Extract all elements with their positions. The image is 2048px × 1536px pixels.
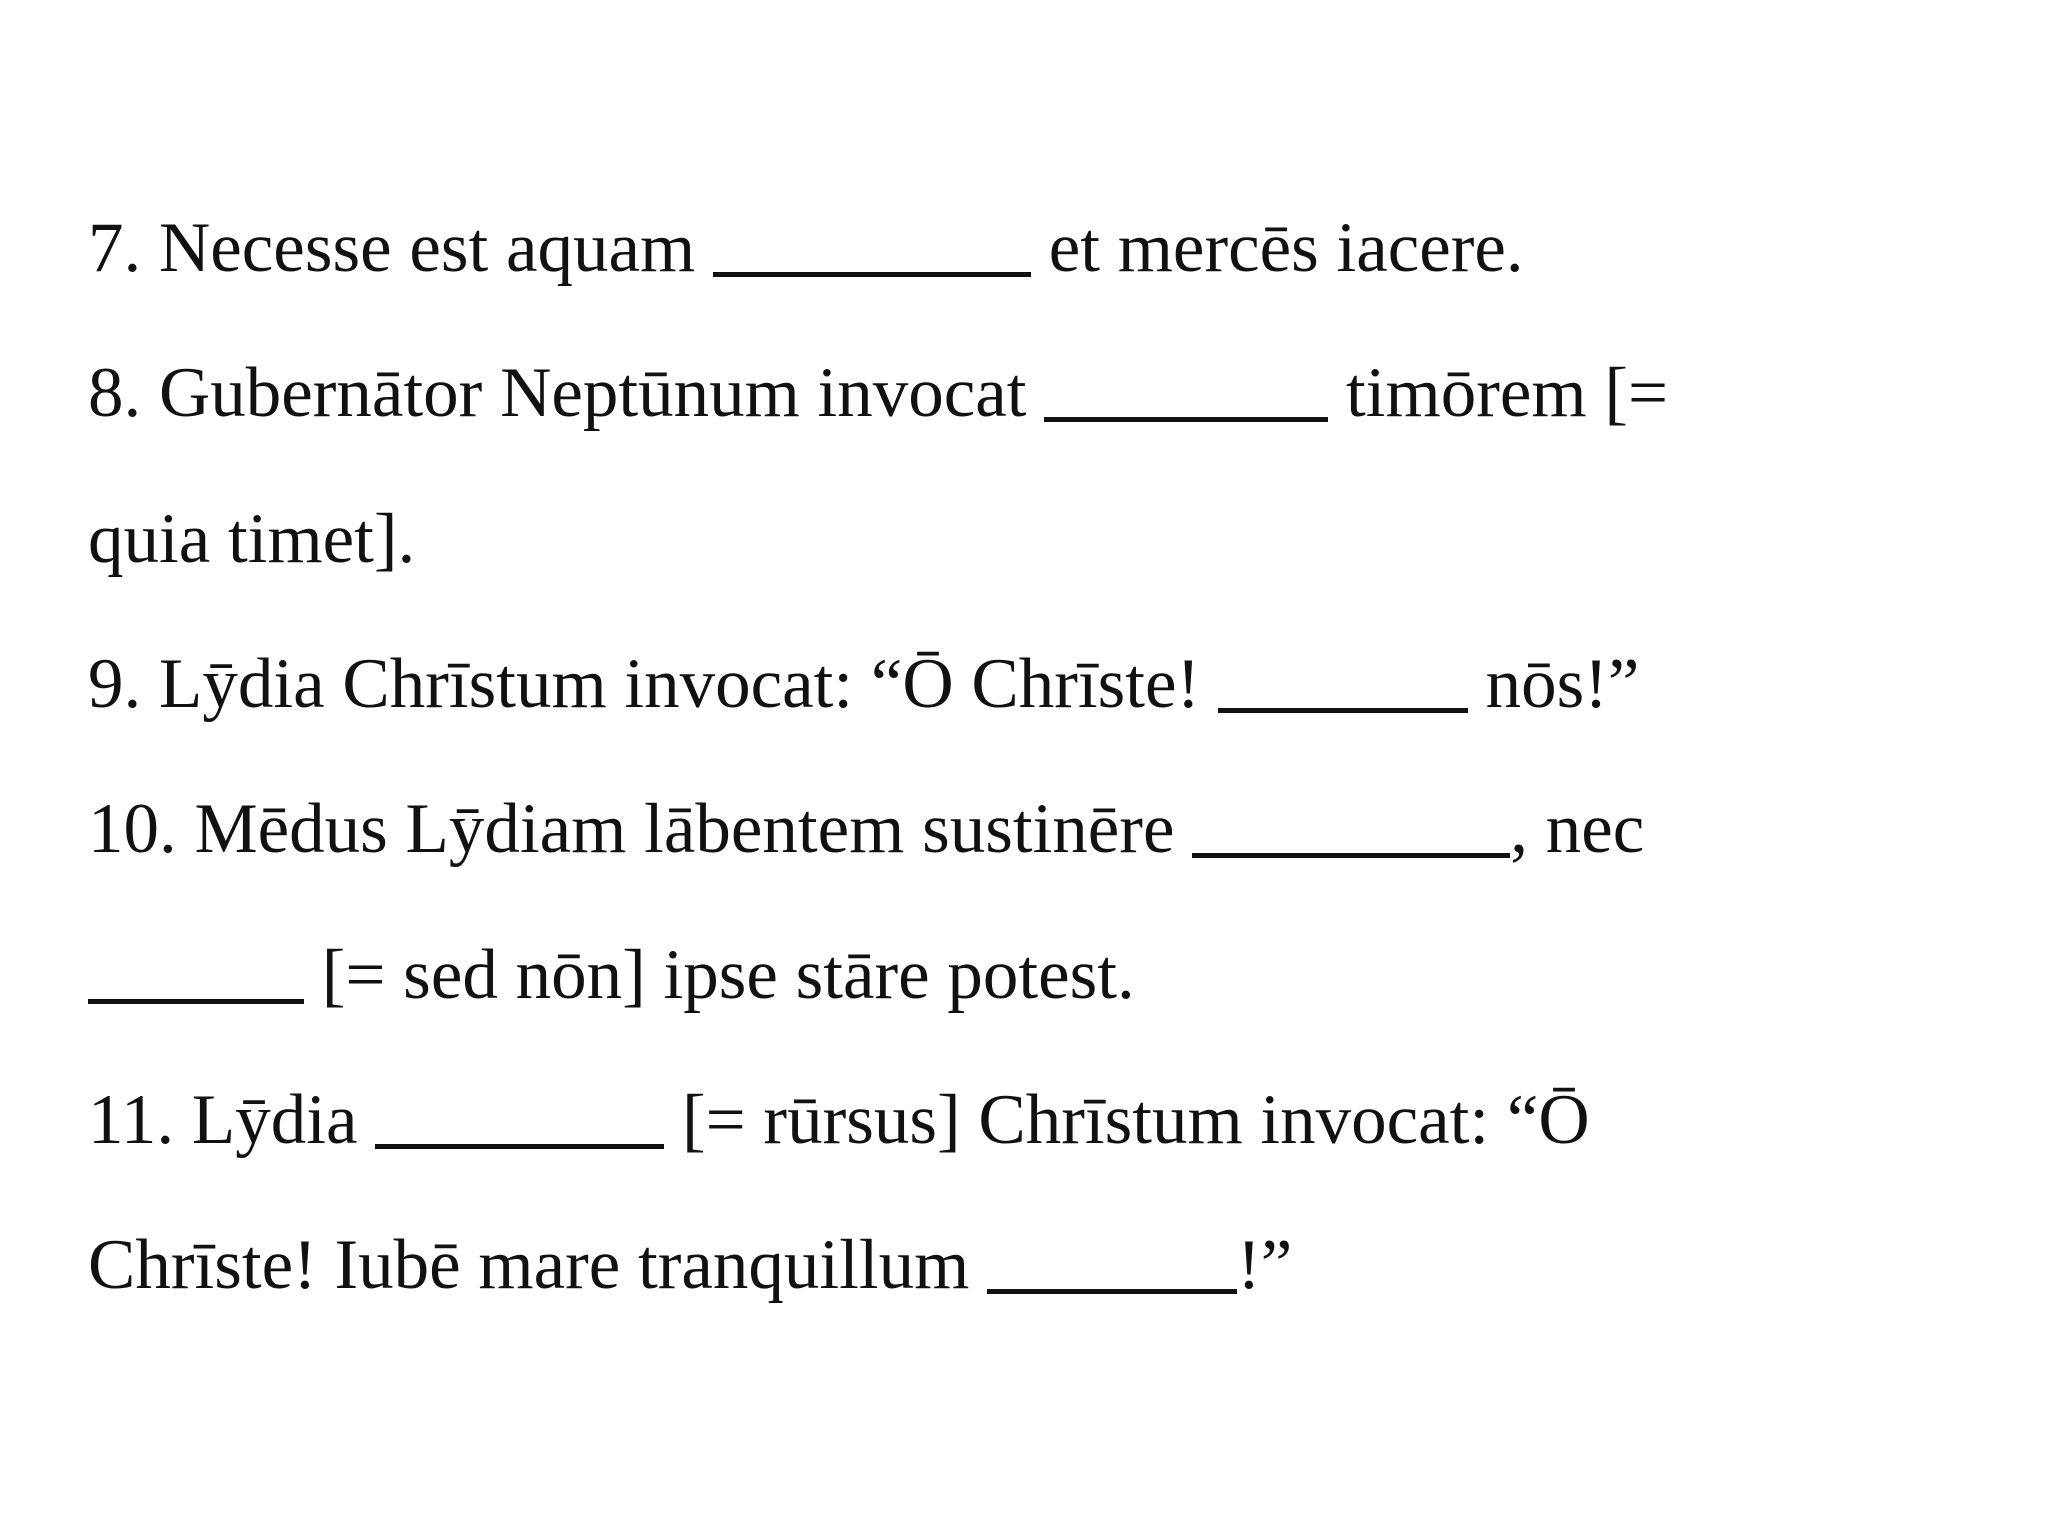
exercise-item-10-line-1: [88, 790, 1645, 868]
item-7-blank[interactable]: [713, 213, 1031, 276]
item-10-text-after: , nec: [1510, 790, 1645, 868]
exercise-item-7: [88, 209, 1524, 287]
item-8-blank[interactable]: [1044, 358, 1328, 421]
exercise-item-11-line-1: [88, 1081, 1590, 1159]
item-8-text-continued: quia timet].: [88, 500, 416, 578]
item-8-text-before: 8. Gubernātor Neptūnum invocat: [88, 354, 1045, 432]
item-10-text-before: 10. Mēdus Lȳdiam lābentem sustinēre: [88, 790, 1193, 868]
item-11-blank-2[interactable]: [987, 1230, 1237, 1293]
item-9-blank[interactable]: [1218, 649, 1468, 712]
exercise-item-10-line-2: [88, 936, 1135, 1014]
item-8-text-after: timōrem [=: [1328, 354, 1669, 432]
item-9-text-before: 9. Lȳdia Chrīstum invocat: “Ō Chrīste!: [88, 645, 1218, 723]
exercise-item-8-line-2: [88, 500, 416, 578]
item-10-blank-2[interactable]: [88, 940, 304, 1003]
item-11-blank-1[interactable]: [375, 1085, 664, 1148]
item-10-text-continued: [= sed nōn] ipse stāre potest.: [304, 936, 1135, 1014]
exercise-item-11-line-2: [88, 1226, 1293, 1304]
item-11-text-after: [= rūrsus] Chrīstum invocat: “Ō: [664, 1081, 1590, 1159]
exercise-item-8-line-1: [88, 354, 1669, 432]
item-9-text-after: nōs!”: [1467, 645, 1640, 723]
exercise-item-9: [88, 645, 1640, 723]
item-7-text-after: et mercēs iacere.: [1030, 209, 1524, 287]
item-11-text-continued: Chrīste! Iubē mare tranquillum: [88, 1226, 988, 1304]
item-11-text-before: 11. Lȳdia: [88, 1081, 376, 1159]
item-7-text-before: 7. Necesse est aquam: [88, 209, 713, 287]
item-10-blank-1[interactable]: [1192, 794, 1510, 857]
item-11-text-end: !”: [1237, 1226, 1293, 1304]
